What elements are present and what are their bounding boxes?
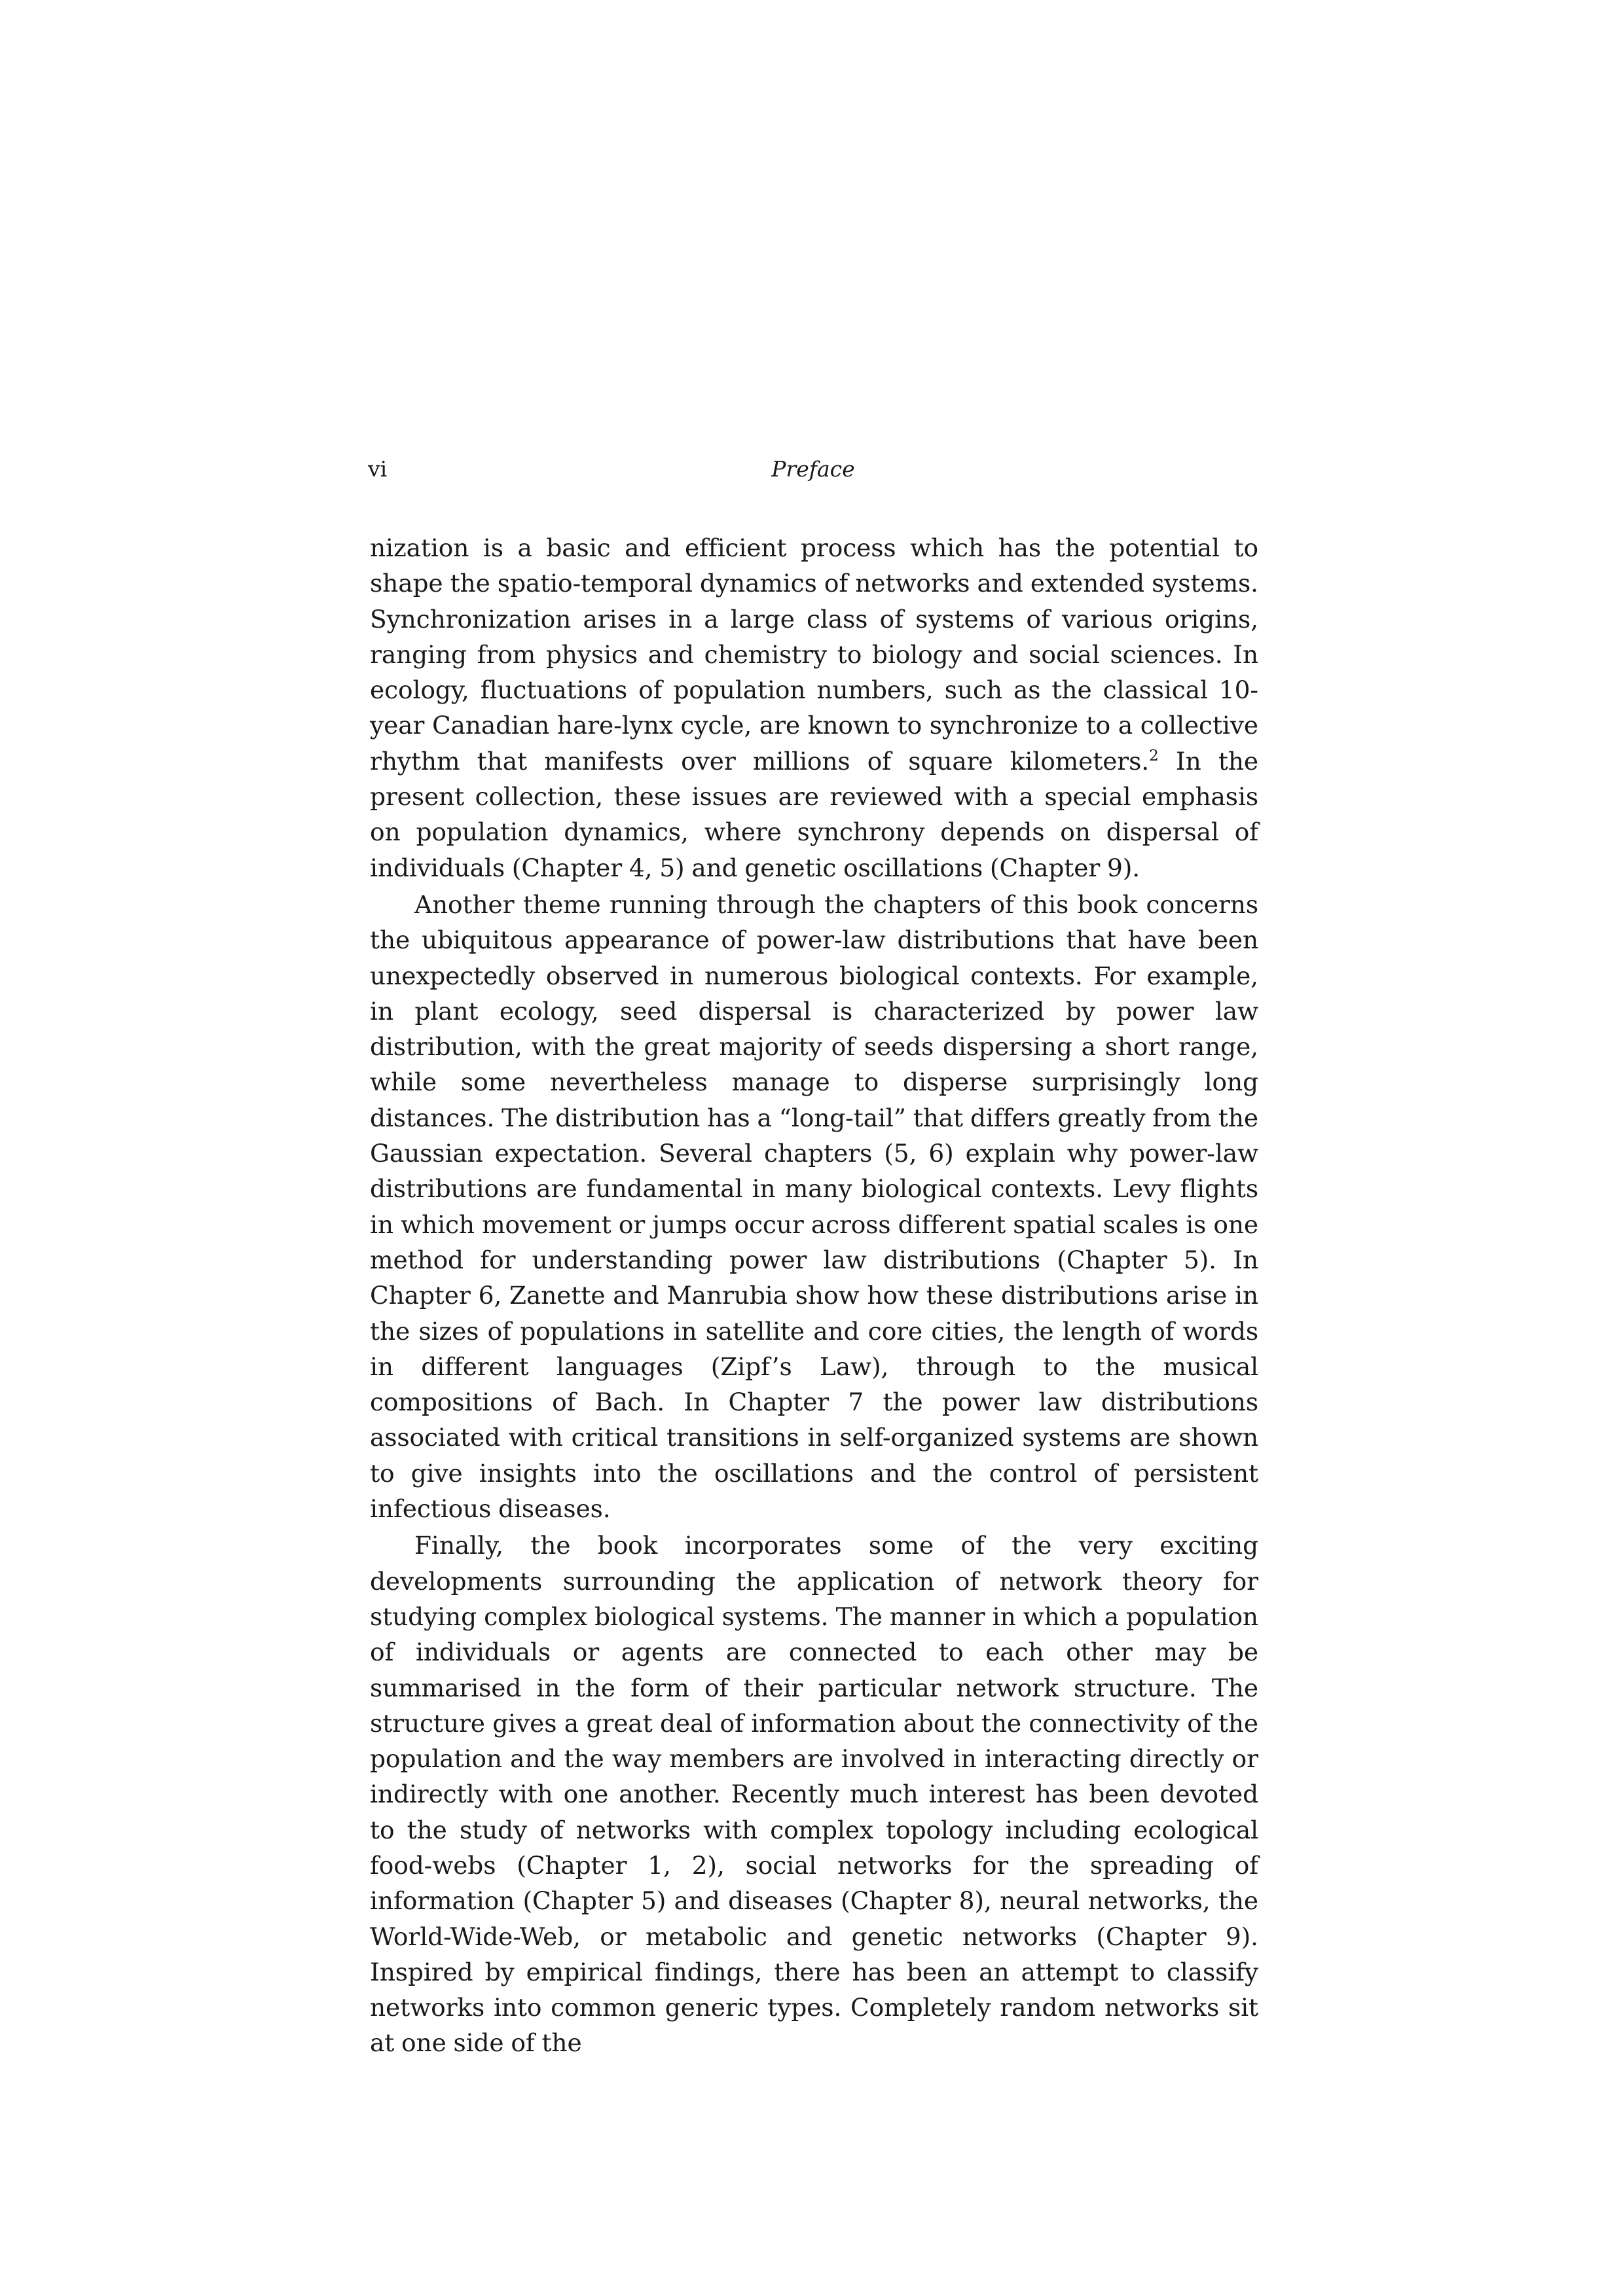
running-head	[368, 453, 1258, 486]
paragraph-synchronization-part-1: nization is a basic and efficient process which has the potential to shape the spatio-temporal dynamics of networks and extended systems. Synchronization arises in a large class of systems of various origins, ranging from physics and chemistry to biology and social sciences. In ecology, fluctuations of population numbers, such as the classical 10-year Canadian hare-lynx cycle, are known to synchronize to a collective rhythm that manifests over millions of square kilometers.	[370, 533, 1258, 776]
body-text	[370, 530, 1258, 2061]
paragraph-synchronization	[370, 530, 1258, 886]
page-number: vi	[368, 456, 388, 482]
paragraph-power-law: Another theme running through the chapters of this book concerns the ubiquitous appearance of power-law distributions that have been unexpectedly observed in numerous biological contexts. For example, in plant ecology, seed dispersal is characterized by power law distribution, with the great majority of seeds dispersing a short range, while some nevertheless manage to disperse surprisingly long distances. The distribution has a “long-tail” that differs greatly from the Gaussian expectation. Several chapters (5, 6) explain why power-law distributions are fundamental in many biological contexts. Levy flights in which movement or jumps occur across different spatial scales is one method for understanding power law distributions (Chapter 5). In Chapter 6, Zanette and Manrubia show how these distributions arise in the sizes of populations in satellite and core cities, the length of words in different languages (Zipf’s Law), through to the musical compositions of Bach. In Chapter 7 the power law distributions associated with critical transitions in self-organized systems are shown to give insights into the oscillations and the control of persistent infectious diseases.	[370, 889, 1258, 1524]
footnote-marker: 2	[1149, 747, 1159, 764]
paragraph-synchronization-part-2: In the present collection, these issues are reviewed with a special emphasis on population dynamics, where synchrony depends on dispersal of individuals (Chapter 4, 5) and genetic oscillations (Chapter 9).	[370, 746, 1258, 882]
paragraph-network-theory: Finally, the book incorporates some of the very exciting developments surrounding the application of network theory for studying complex biological systems. The manner in which a population of individuals or agents are connected to each other may be summarised in the form of their particular network structure. The structure gives a great deal of information about the connectivity of the population and the way members are involved in interacting directly or indirectly with one another. Recently much interest has been devoted to the study of networks with complex topology including ecological food-webs (Chapter 1, 2), social networks for the spreading of information (Chapter 5) and diseases (Chapter 8), neural networks, the World-Wide-Web, or metabolic and genetic networks (Chapter 9). Inspired by empirical findings, there has been an attempt to classify networks into common generic types. Completely random networks sit at one side of the	[370, 1531, 1258, 2058]
running-title: Preface	[771, 456, 855, 482]
